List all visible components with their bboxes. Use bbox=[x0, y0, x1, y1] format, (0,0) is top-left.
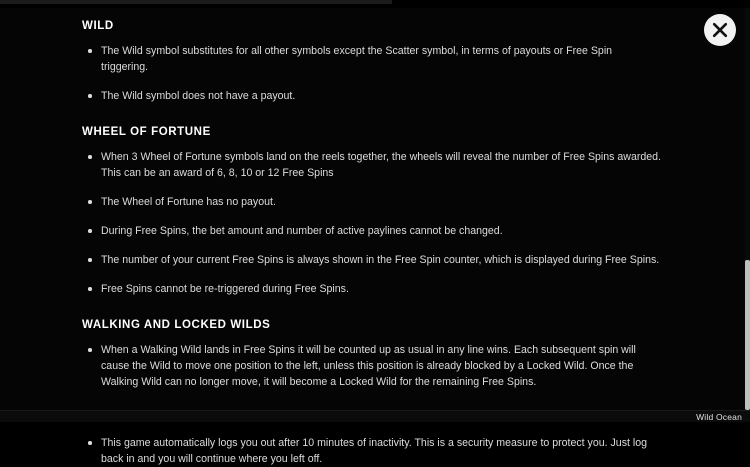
top-strip-band bbox=[0, 0, 392, 4]
list-item: The Wild symbol does not have a payout. bbox=[82, 88, 662, 104]
list-item: When a Walking Wild lands in Free Spins it will be counted up as usual in any line wins. Each subsequent spin will cause the Wild to move one position to the left, unless this position is already blocked by a Locked Wild. Once the Walking Wild can no longer move, it will become a Locked Wild for the remaining Free Spins. bbox=[82, 342, 662, 390]
list-item: Free Spins cannot be re-triggered during Free Spins. bbox=[82, 281, 662, 297]
section-bullets-wild bbox=[82, 43, 712, 104]
section-title-wild: WILD bbox=[82, 20, 114, 32]
game-title-label: Wild Ocean bbox=[696, 412, 742, 422]
list-item: The number of your current Free Spins is always shown in the Free Spin counter, which is displayed during Free Spins. bbox=[82, 252, 662, 268]
help-section bbox=[82, 20, 712, 104]
list-item: The Wheel of Fortune has no payout. bbox=[82, 194, 662, 210]
help-section bbox=[82, 126, 712, 297]
help-content bbox=[0, 8, 740, 467]
vertical-scrollbar[interactable] bbox=[745, 8, 750, 412]
list-item: This game automatically logs you out after 10 minutes of inactivity. This is a security measure to protect you. Just log back in and you will continue where you left off. bbox=[82, 435, 662, 467]
help-section bbox=[82, 319, 712, 390]
top-decorative-strip bbox=[0, 0, 750, 8]
section-title-walking-and-locked-wilds: WALKING AND LOCKED WILDS bbox=[82, 319, 271, 331]
section-bullets-wheel-of-fortune bbox=[82, 149, 712, 297]
close-button[interactable] bbox=[704, 14, 736, 46]
close-icon bbox=[711, 21, 729, 39]
status-bar bbox=[0, 410, 750, 422]
scrollbar-thumb[interactable] bbox=[745, 260, 750, 410]
section-title-wheel-of-fortune: WHEEL OF FORTUNE bbox=[82, 126, 211, 138]
section-bullets-walking-and-locked-wilds bbox=[82, 342, 712, 390]
list-item: During Free Spins, the bet amount and number of active paylines cannot be changed. bbox=[82, 223, 662, 239]
list-item: The Wild symbol substitutes for all other symbols except the Scatter symbol, in terms of payouts or Free Spin triggering. bbox=[82, 43, 662, 75]
section-bullets-terms-and-conditions bbox=[82, 435, 712, 467]
list-item: When 3 Wheel of Fortune symbols land on the reels together, the wheels will reveal the number of Free Spins awarded. This can be an award of 6, 8, 10 or 12 Free Spins bbox=[82, 149, 662, 181]
